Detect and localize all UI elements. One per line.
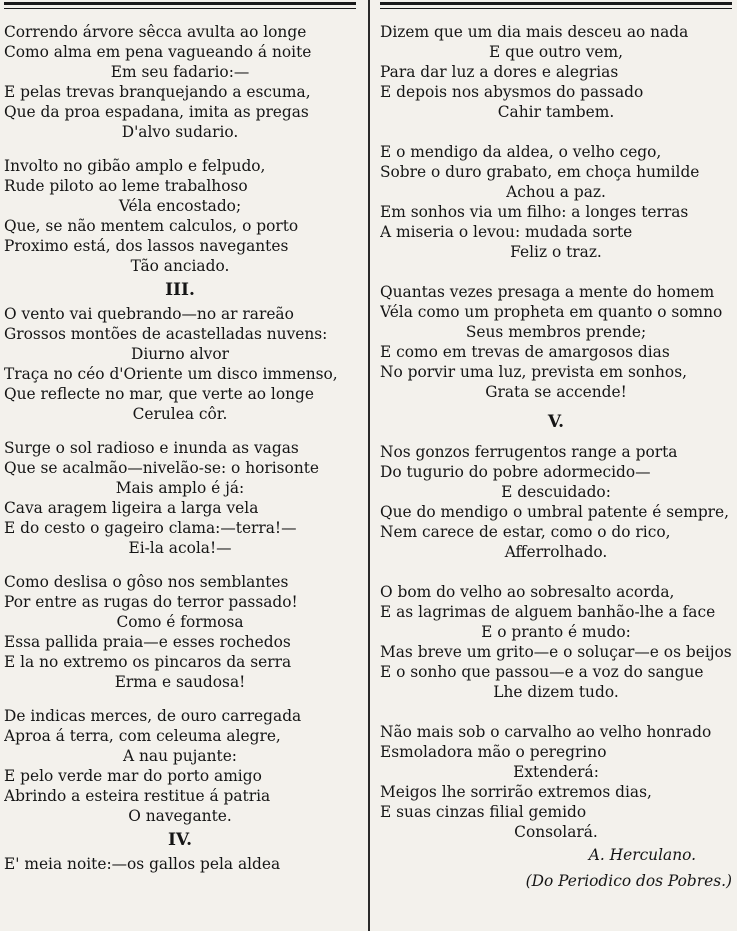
verse-line: Essa pallida praia—e esses rochedos [4, 633, 291, 651]
verse-line: E as lagrimas de alguem banhão-lhe a face [380, 603, 716, 621]
verse-line: Véla encostado; [118, 197, 242, 215]
top-rule-right [380, 2, 732, 5]
verse-line: Por entre as rugas do terror passado! [4, 593, 298, 611]
verse-line: Mais amplo é já: [115, 479, 245, 497]
verse-line: Que se acalmão—nivelão-se: o horisonte [4, 459, 320, 477]
verse-line: Involto no gibão amplo e felpudo, [4, 157, 266, 175]
author-signature: A. Herculano. [588, 846, 696, 864]
verse-line: E o sonho que passou—e a voz do sangue [380, 663, 704, 681]
verse-line: Lhe dizem tudo. [493, 683, 619, 701]
verse-line: E la no extremo os pincaros da serra [4, 653, 292, 671]
verse-line: Surge o sol radioso e inunda as vagas [4, 439, 299, 457]
verse-line: E o pranto é mudo: [481, 623, 631, 641]
stanza [4, 572, 356, 692]
verse-line: Como alma em pena vagueando á noite [4, 43, 312, 61]
verse-line: Que, se não mentem calculos, o porto [4, 217, 299, 235]
verse-line: Tão anciado. [130, 257, 230, 275]
stanza [4, 438, 356, 558]
verse-line: Para dar luz a dores e alegrias [380, 63, 619, 81]
verse-line: Feliz o traz. [510, 243, 602, 261]
verse-line: No porvir uma luz, prevista em sonhos, [380, 363, 687, 381]
verse-line: A miseria o levou: mudada sorte [380, 223, 633, 241]
stanza-gap [380, 122, 732, 142]
verse-line: Que reflecte no mar, que verte ao longe [4, 385, 314, 403]
verse-line: Meigos lhe sorrirão extremos dias, [380, 783, 652, 801]
stanza [380, 282, 732, 402]
verse-line: Quantas vezes presaga a mente do homem [380, 283, 715, 301]
verse-line: Sobre o duro grabato, em choça humilde [380, 163, 700, 181]
verse-line: Traça no céo d'Oriente um disco immenso, [4, 365, 338, 383]
verse-line: E pelo verde mar do porto amigo [4, 767, 262, 785]
verse-line: A nau pujante: [122, 747, 237, 765]
verse-line: Abrindo a esteira restitue á patria [4, 787, 271, 805]
stanza [380, 442, 732, 562]
verse-line: O vento vai quebrando—no ar rareão [4, 305, 294, 323]
verse-line: E suas cinzas filial gemido [380, 803, 587, 821]
verse-line: Nos gonzos ferrugentos range a porta [380, 443, 678, 461]
verse-line: Em sonhos via um filho: a longes terras [380, 203, 689, 221]
stanza-gap [380, 702, 732, 722]
stanza-gap [4, 692, 356, 706]
stanza-gap [4, 558, 356, 572]
verse-line: Do tugurio do pobre adormecido— [380, 463, 651, 481]
verse-line: Véla como um propheta em quanto o somno [380, 303, 723, 321]
verse-line: D'alvo sudario. [121, 123, 239, 141]
stanza-gap [380, 262, 732, 282]
verse-line: O bom do velho ao sobresalto acorda, [380, 583, 675, 601]
verse-line: Cava aragem ligeira a larga vela [4, 499, 259, 517]
verse-line: E do cesto o gageiro clama:—terra!— [4, 519, 297, 537]
verse-line: Diurno alvor [130, 345, 230, 363]
source-attribution: (Do Periodico dos Pobres.) [525, 872, 732, 890]
verse-line: Consolará. [514, 823, 598, 841]
verse-line: Não mais sob o carvalho ao velho honrado [380, 723, 712, 741]
top-rule-left-thin [4, 8, 356, 9]
verse-line: De indicas merces, de ouro carregada [4, 707, 302, 725]
verse-line: Aproa á terra, com celeuma alegre, [4, 727, 281, 745]
stanza-gap [4, 424, 356, 438]
verse-line: Como deslisa o gôso nos semblantes [4, 573, 289, 591]
verse-line: E como em trevas de amargosos dias [380, 343, 670, 361]
stanza [380, 582, 732, 702]
verse-line: Extenderá: [513, 763, 599, 781]
stanza-gap [4, 142, 356, 156]
stanza [380, 722, 732, 842]
verse-line: O navegante. [128, 807, 232, 825]
verse-line: E depois nos abysmos do passado [380, 83, 644, 101]
verse-line: Nem carece de estar, como o do rico, [380, 523, 671, 541]
section-heading: V. [547, 412, 565, 432]
column-divider [368, 0, 370, 931]
stanza [4, 706, 356, 826]
verse-line: Que da proa espadana, imita as pregas [4, 103, 309, 121]
verse-line: E que outro vem, [488, 43, 624, 61]
verse-line: Proximo está, dos lassos navegantes [4, 237, 289, 255]
stanza [380, 22, 732, 122]
verse-line: E descuidado: [501, 483, 611, 501]
stanza [4, 304, 356, 424]
verse-line: Grossos montões de acastelladas nuvens: [4, 325, 328, 343]
stanza [4, 854, 356, 874]
verse-line: Achou a paz. [506, 183, 606, 201]
left-column [4, 22, 356, 874]
stanza [4, 22, 356, 142]
verse-line: Como é formosa [116, 613, 244, 631]
verse-line: E o mendigo da aldea, o velho cego, [380, 143, 662, 161]
verse-line: Em seu fadario:— [110, 63, 250, 81]
top-rule-right-thin [380, 8, 732, 9]
stanza [380, 142, 732, 262]
verse-line: E pelas trevas branquejando a escuma, [4, 83, 311, 101]
verse-line: Que do mendigo o umbral patente é sempre, [380, 503, 730, 521]
verse-line: Esmoladora mão o peregrino [380, 743, 607, 761]
verse-line: Grata se accende! [485, 383, 627, 401]
verse-line: Cahir tambem. [497, 103, 615, 121]
section-heading: IV. [167, 830, 193, 850]
verse-line: Mas breve um grito—e o soluçar—e os beijos [380, 643, 732, 661]
section-heading: III. [165, 280, 195, 300]
verse-line: Correndo árvore sêcca avulta ao longe [4, 23, 307, 41]
verse-line: Seus membros prende; [465, 323, 647, 341]
verse-line: Rude piloto ao leme trabalhoso [4, 177, 248, 195]
verse-line: Cerulea côr. [132, 405, 228, 423]
stanza-gap [380, 562, 732, 582]
verse-line: Afferrolhado. [504, 543, 608, 561]
verse-line: E' meia noite:—os gallos pela aldea [4, 855, 281, 873]
stanza [4, 156, 356, 276]
right-column [380, 22, 732, 894]
verse-line: Dizem que um dia mais desceu ao nada [380, 23, 689, 41]
verse-line: Ei-la acola!— [128, 539, 232, 557]
top-rule-left [4, 2, 356, 5]
verse-line: Erma e saudosa! [114, 673, 246, 691]
